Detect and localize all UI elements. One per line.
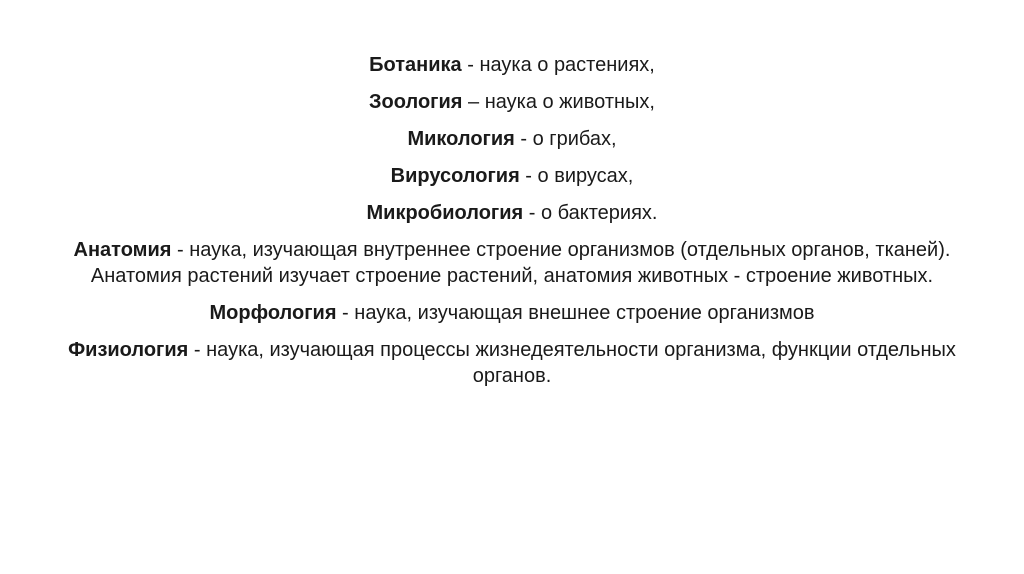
term-physiology: Физиология <box>68 339 189 361</box>
paragraph-botany <box>30 52 994 78</box>
paragraph-microbiology <box>30 200 994 226</box>
term-morphology: Морфология <box>209 302 337 324</box>
definition-mycology: - о грибах, <box>514 128 617 150</box>
definition-virology: - о вирусах, <box>519 165 634 187</box>
term-mycology: Микология <box>407 128 515 150</box>
term-zoology: Зоология <box>369 91 463 113</box>
paragraph-morphology <box>30 300 994 326</box>
definition-microbiology: - о бактериях. <box>523 202 658 224</box>
definition-physiology: - наука, изучающая процессы жизнедеятельности организма, функции отдельных органов. <box>188 339 956 387</box>
paragraph-virology <box>30 163 994 189</box>
term-anatomy: Анатомия <box>73 239 172 261</box>
definition-botany: - наука о растениях, <box>461 54 655 76</box>
term-virology: Вирусология <box>390 165 520 187</box>
paragraph-physiology <box>30 337 994 389</box>
paragraph-mycology <box>30 126 994 152</box>
definition-anatomy: - наука, изучающая внутреннее строение организмов (отдельных органов, тканей). Анатомия растений изучает строение растений, анатомия животных - строение животных. <box>90 239 951 287</box>
definition-zoology: – наука о животных, <box>462 91 655 113</box>
paragraph-anatomy <box>30 237 994 289</box>
paragraph-zoology <box>30 89 994 115</box>
term-botany: Ботаника <box>369 54 462 76</box>
term-microbiology: Микробиология <box>366 202 524 224</box>
definition-morphology: - наука, изучающая внешнее строение организмов <box>336 302 815 324</box>
slide-text-body <box>30 52 994 400</box>
